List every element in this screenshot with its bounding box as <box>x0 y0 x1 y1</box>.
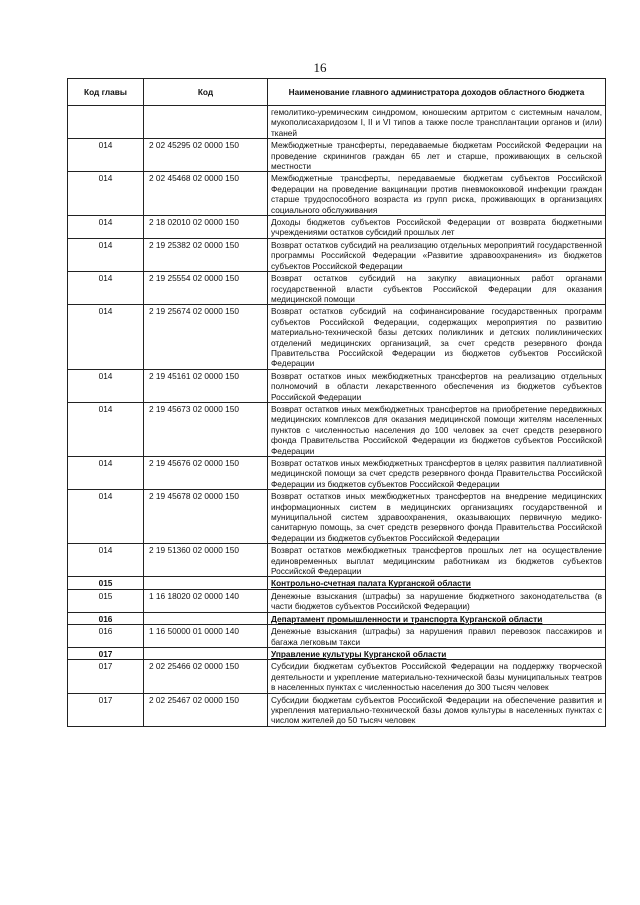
table-header-row <box>68 79 606 106</box>
chapter-code-cell: 017 <box>68 693 144 726</box>
name-cell: Денежные взыскания (штрафы) за нарушение бюджетного законодательства (в части бюджетов субъектов Российской Федерации) <box>268 589 606 612</box>
name-cell: Управление культуры Курганской области <box>268 647 606 659</box>
table-row <box>68 172 606 216</box>
code-cell: 2 19 51360 02 0000 150 <box>144 544 268 577</box>
name-cell: Возврат остатков субсидий на закупку авиационных работ органами государственной власти субъектов Российской Федерации для оказания медицинской помощи <box>268 272 606 305</box>
chapter-code-cell: 014 <box>68 216 144 239</box>
chapter-code-cell: 015 <box>68 577 144 589</box>
code-cell <box>144 106 268 139</box>
chapter-code-cell <box>68 106 144 139</box>
name-cell: Департамент промышленности и транспорта Курганской области <box>268 612 606 624</box>
section-row <box>68 647 606 659</box>
page-number: 16 <box>313 60 327 75</box>
header-chapter-code: Код главы <box>68 79 144 106</box>
name-cell: Контрольно-счетная палата Курганской области <box>268 577 606 589</box>
chapter-code-cell: 017 <box>68 647 144 659</box>
chapter-code-cell: 016 <box>68 612 144 624</box>
name-cell: Доходы бюджетов субъектов Российской Федерации от возврата бюджетными учреждениями остатков субсидий прошлых лет <box>268 216 606 239</box>
chapter-code-cell: 014 <box>68 457 144 490</box>
table-row <box>68 369 606 402</box>
code-cell: 2 19 45161 02 0000 150 <box>144 369 268 402</box>
header-code: Код <box>144 79 268 106</box>
table-row <box>68 544 606 577</box>
table-row <box>68 490 606 544</box>
name-cell: Возврат остатков иных межбюджетных трансфертов на реализацию отдельных полномочий в области лекарственного обеспечения из бюджетов субъектов Российской Федерации <box>268 369 606 402</box>
code-cell: 2 02 25466 02 0000 150 <box>144 660 268 693</box>
chapter-code-cell: 014 <box>68 402 144 456</box>
chapter-code-cell: 014 <box>68 139 144 172</box>
table-row <box>68 693 606 726</box>
chapter-code-cell: 014 <box>68 490 144 544</box>
table-row <box>68 106 606 139</box>
code-cell: 2 19 25382 02 0000 150 <box>144 238 268 271</box>
name-cell: Возврат остатков межбюджетных трансфертов прошлых лет на осуществление единовременных выплат медицинским работникам из бюджетов субъектов Российской Федерации <box>268 544 606 577</box>
name-cell: Субсидии бюджетам субъектов Российской Федерации на обеспечение развития и укрепления материально-технической базы домов культуры в населенных пунктах с числом жителей до 50 тысяч человек <box>268 693 606 726</box>
name-cell: Межбюджетные трансферты, передаваемые бюджетам Российской Федерации на проведение скринингов граждан 65 лет и старше, проживающих в сельской местности <box>268 139 606 172</box>
table-row <box>68 238 606 271</box>
code-cell: 2 02 45295 02 0000 150 <box>144 139 268 172</box>
code-cell: 2 02 25467 02 0000 150 <box>144 693 268 726</box>
name-cell: Возврат остатков субсидий на софинансирование государственных программ субъектов Российской Федерации, содержащих мероприятия по развитию материально-технической базы детских поликлиник и детских поликлинических отделений медицинских организаций, за счет средств резервного фонда Правительства Российской Федерации из бюджетов субъектов Российской Федерации <box>268 305 606 369</box>
code-cell: 1 16 18020 02 0000 140 <box>144 589 268 612</box>
table-row <box>68 139 606 172</box>
section-row <box>68 612 606 624</box>
table-row <box>68 216 606 239</box>
table-row <box>68 660 606 693</box>
name-cell: Межбюджетные трансферты, передаваемые бюджетам субъектов Российской Федерации на проведение вакцинации против пневмококковой инфекции граждан старше трудоспособного возраста из групп риска, проживающих в организациях социального обслуживания <box>268 172 606 216</box>
chapter-code-cell: 014 <box>68 172 144 216</box>
code-cell <box>144 612 268 624</box>
chapter-code-cell: 014 <box>68 544 144 577</box>
name-cell: Возврат остатков иных межбюджетных трансфертов в целях развития паллиативной медицинской помощи за счет средств резервного фонда Правительства Российской Федерации из бюджетов субъектов Российской Федерации <box>268 457 606 490</box>
table-row <box>68 457 606 490</box>
table-row <box>68 589 606 612</box>
chapter-code-cell: 014 <box>68 238 144 271</box>
header-administrator-name: Наименование главного администратора доходов областного бюджета <box>268 79 606 106</box>
code-cell: 2 19 45673 02 0000 150 <box>144 402 268 456</box>
chapter-code-cell: 016 <box>68 625 144 648</box>
chapter-code-cell: 014 <box>68 305 144 369</box>
chapter-code-cell: 017 <box>68 660 144 693</box>
name-cell: Субсидии бюджетам субъектов Российской Федерации на поддержку творческой деятельности и укрепление материально-технической базы муниципальных театров в населенных пунктах с численностью населения до 300 тысяч человек <box>268 660 606 693</box>
chapter-code-cell: 014 <box>68 369 144 402</box>
chapter-code-cell: 014 <box>68 272 144 305</box>
name-cell: гемолитико-уремическим синдромом, юношеским артритом с системным началом, мукополисахаридозом I, II и VI типов а также после трансплантации органов и (или) тканей <box>268 106 606 139</box>
table-row <box>68 402 606 456</box>
code-cell: 2 19 25554 02 0000 150 <box>144 272 268 305</box>
table-row <box>68 305 606 369</box>
name-cell: Возврат остатков субсидий на реализацию отдельных мероприятий государственной программы Российской Федерации «Развитие здравоохранения» из бюджетов субъектов Российской Федерации <box>268 238 606 271</box>
code-cell: 2 19 45676 02 0000 150 <box>144 457 268 490</box>
name-cell: Возврат остатков иных межбюджетных трансфертов на приобретение передвижных медицинских комплексов для оказания медицинской помощи жителям населенных пунктов с численностью населения до 100 человек за счет средств резервного фонда Правительства Российской Федерации из бюджетов субъектов Российской Федерации <box>268 402 606 456</box>
code-cell <box>144 647 268 659</box>
code-cell: 2 18 02010 02 0000 150 <box>144 216 268 239</box>
revenue-administrators-table <box>67 78 606 727</box>
section-row <box>68 577 606 589</box>
name-cell: Возврат остатков иных межбюджетных трансфертов на внедрение медицинских информационных систем в медицинских организациях государственной и муниципальной систем здравоохранения, оказывающих первичную медико-санитарную помощь, за счет средств резервного фонда Правительства Российской Федерации из бюджетов субъектов Российской Федерации <box>268 490 606 544</box>
table-row <box>68 272 606 305</box>
table-body <box>68 106 606 727</box>
table-row <box>68 625 606 648</box>
code-cell: 1 16 50000 01 0000 140 <box>144 625 268 648</box>
name-cell: Денежные взыскания (штрафы) за нарушения правил перевозок пассажиров и багажа легковым такси <box>268 625 606 648</box>
code-cell <box>144 577 268 589</box>
chapter-code-cell: 015 <box>68 589 144 612</box>
code-cell: 2 02 45468 02 0000 150 <box>144 172 268 216</box>
code-cell: 2 19 25674 02 0000 150 <box>144 305 268 369</box>
code-cell: 2 19 45678 02 0000 150 <box>144 490 268 544</box>
